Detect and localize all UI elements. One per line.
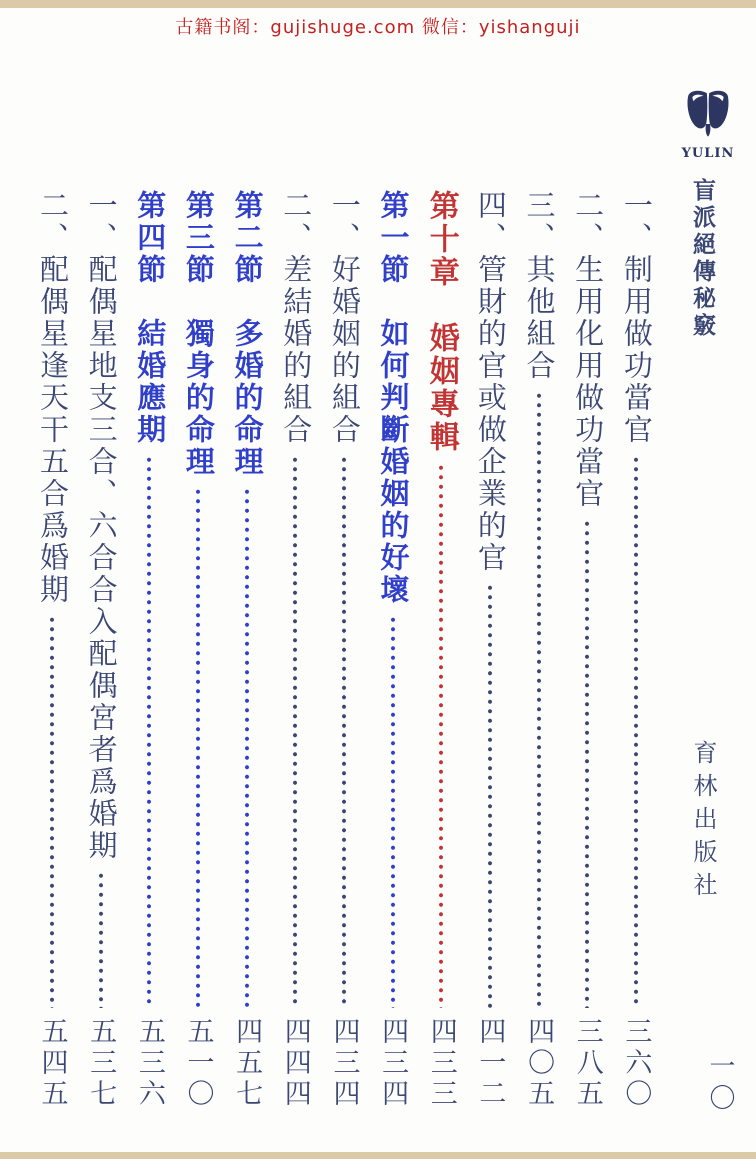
toc-entry-page: 四一二 xyxy=(474,1017,506,1110)
toc-entry xyxy=(79,190,123,1112)
yulin-book-logo-icon xyxy=(678,86,738,144)
bottom-border xyxy=(0,1152,756,1159)
toc-entry xyxy=(273,190,317,1112)
toc-entry xyxy=(419,190,463,1112)
toc-entry xyxy=(127,190,171,1112)
toc-entry-title: 二、差結婚的組合 xyxy=(279,190,314,446)
toc-entry-title: 三、其他組合 xyxy=(522,190,557,382)
dot-leader xyxy=(341,455,347,1008)
dot-leader xyxy=(49,615,55,1008)
toc-entry-page: 四三四 xyxy=(328,1017,360,1110)
toc-entry xyxy=(614,190,658,1112)
toc-entry-title: 一、制用做功當官 xyxy=(619,190,654,446)
toc-entry-page: 五三六 xyxy=(133,1017,165,1110)
toc-entry xyxy=(30,190,74,1112)
watermark-text: 古籍书阁：gujishuge.com 微信：yishanguji xyxy=(175,17,581,38)
publisher-logo xyxy=(678,86,738,161)
dot-leader xyxy=(292,455,298,1008)
toc-entry-title: 一、配偶星地支三合、六合合入配偶宮者爲婚期 xyxy=(84,190,119,862)
toc-entry-title: 第四節 結婚應期 xyxy=(133,190,168,446)
toc-entry-page: 四三三 xyxy=(425,1017,457,1110)
toc-entry-page: 四〇五 xyxy=(523,1017,555,1110)
dot-leader xyxy=(438,463,444,1008)
dot-leader xyxy=(244,487,250,1008)
toc-entry-title: 二、配偶星逢天干五合爲婚期 xyxy=(35,190,70,606)
dot-leader xyxy=(146,455,152,1008)
toc-entry-page: 三六〇 xyxy=(620,1017,652,1110)
toc-entry-page: 三八五 xyxy=(571,1017,603,1110)
top-border xyxy=(0,0,756,8)
yulin-logo-text: YULIN xyxy=(681,146,735,161)
dot-leader xyxy=(633,455,639,1008)
toc-entry-title: 第一節 如何判斷婚姻的好壞 xyxy=(376,190,411,606)
toc-entry-title: 第三節 獨身的命理 xyxy=(181,190,216,478)
page-number: 一〇 xyxy=(705,1052,735,1116)
toc-entry xyxy=(322,190,366,1112)
toc-entry xyxy=(176,190,220,1112)
right-margin-rail xyxy=(660,0,756,1159)
publisher-name: 育林出版社 xyxy=(689,740,717,905)
toc-entry-page: 五一〇 xyxy=(182,1017,214,1110)
toc-entry-title: 四、管財的官或做企業的官 xyxy=(473,190,508,574)
toc-entry-page: 五四五 xyxy=(36,1017,68,1110)
dot-leader xyxy=(98,871,104,1008)
dot-leader xyxy=(536,391,542,1008)
dot-leader xyxy=(487,583,493,1008)
toc-entry-title: 二、生用化用做功當官 xyxy=(571,190,606,510)
toc-entry-title: 第十章 婚姻專輯 xyxy=(423,190,459,454)
dot-leader xyxy=(390,615,396,1008)
toc-entry xyxy=(468,190,512,1112)
toc-entry-page: 四四四 xyxy=(279,1017,311,1110)
toc-entry-title: 第二節 多婚的命理 xyxy=(230,190,265,478)
toc-entry xyxy=(565,190,609,1112)
table-of-contents xyxy=(30,190,658,1112)
toc-entry-page: 四五七 xyxy=(231,1017,263,1110)
toc-entry xyxy=(517,190,561,1112)
toc-entry-page: 五三七 xyxy=(85,1017,117,1110)
toc-entry-title: 一、好婚姻的組合 xyxy=(327,190,362,446)
toc-entry xyxy=(371,190,415,1112)
dot-leader xyxy=(584,519,590,1008)
toc-entry xyxy=(225,190,269,1112)
toc-entry-page: 四三四 xyxy=(377,1017,409,1110)
book-title-vertical: 盲派絕傳秘竅 xyxy=(689,178,715,340)
dot-leader xyxy=(195,487,201,1008)
